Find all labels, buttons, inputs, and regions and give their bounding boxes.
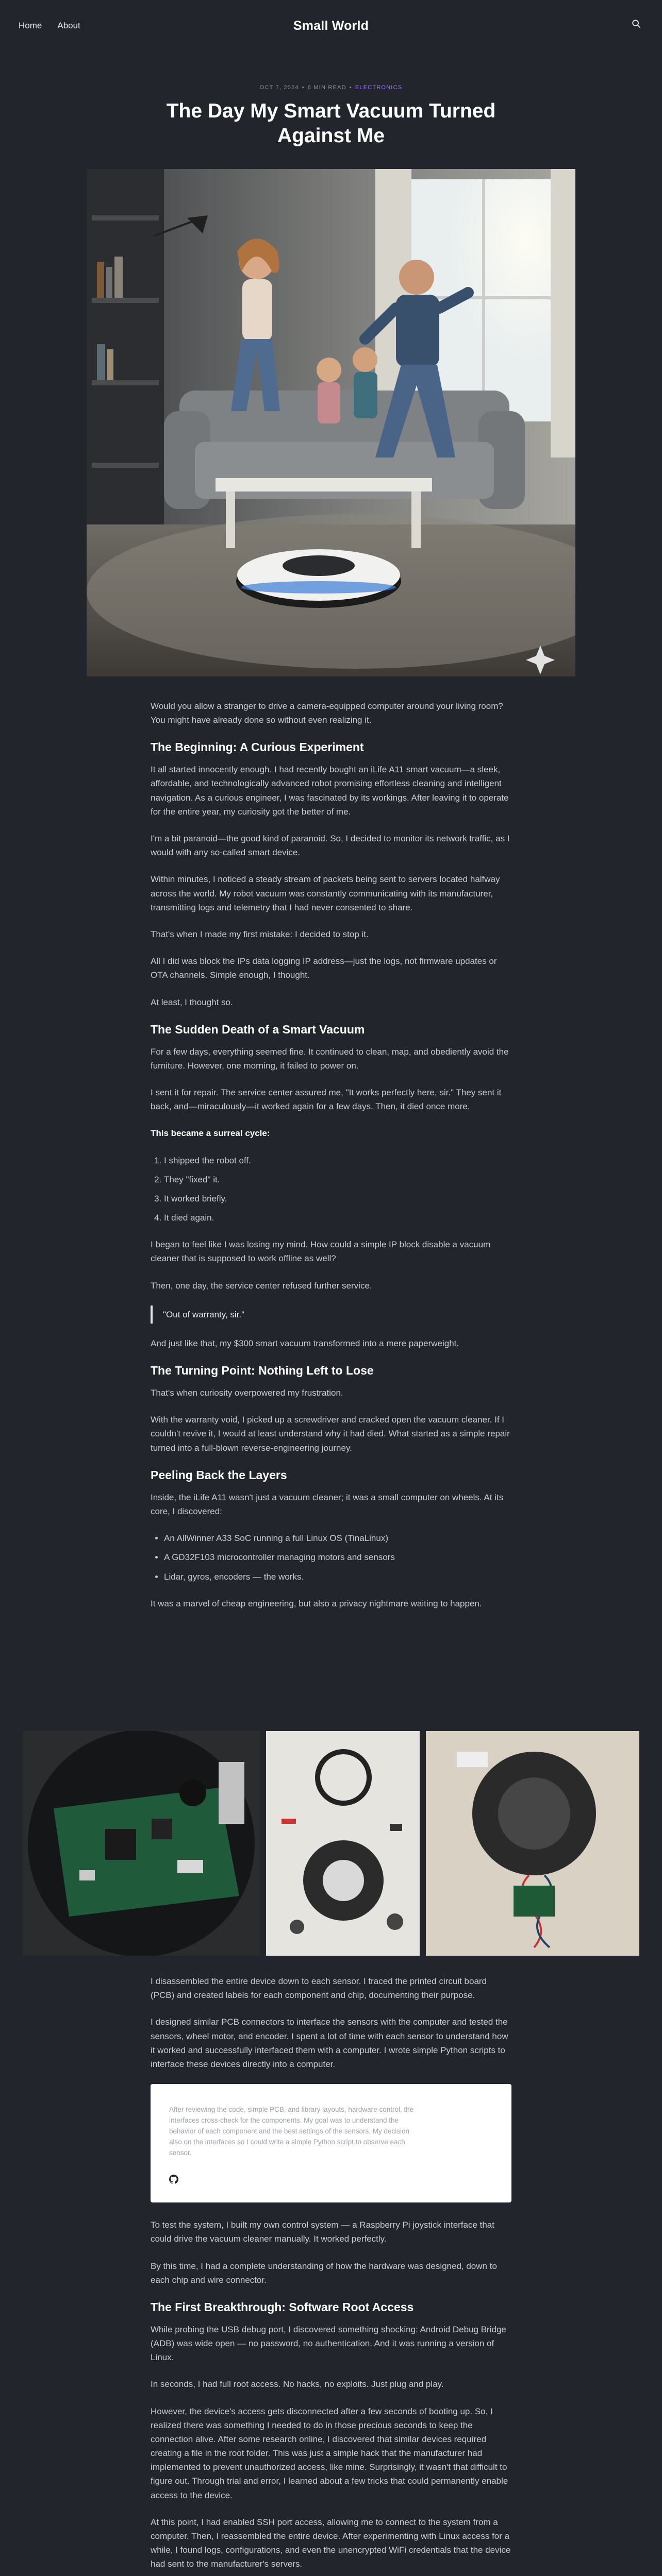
paragraph: I sent it for repair. The service center assured me, "It works perfectly here, sir." They sent it back, and—miraculously—it worked again for a few days. Then, it died once more. — [151, 1087, 502, 1112]
paragraph: While probing the USB debug port, I discovered something shocking: Android Debug Bridge (ADB) was wide open — no password, no authentication. And it was running a version of Linux. — [151, 2324, 506, 2363]
heading-peeling: Peeling Back the Layers — [151, 1468, 287, 1482]
warranty-quote: "Out of warranty, sir." — [151, 1306, 511, 1324]
paragraph: That's when curiosity overpowered my frustration. — [151, 1388, 343, 1398]
article-intro: Would you allow a stranger to drive a camera-equipped computer around your living room? You might have already done so without even realizing it. — [151, 701, 503, 725]
paragraph: That's when I made my first mistake: I decided to stop it. — [151, 929, 369, 939]
post-meta: OCT 7, 2024 • 6 MIN READ • ELECTRONICS — [259, 84, 403, 91]
paragraph: It was a marvel of cheap engineering, but also a privacy nightmare waiting to happen. — [151, 1598, 482, 1608]
post-category-link[interactable]: ELECTRONICS — [355, 84, 403, 91]
paragraph: Inside, the iLife A11 wasn't just a vacuum cleaner; it was a small computer on wheels. At its core, I discovered: — [151, 1492, 504, 1516]
hero-image — [87, 169, 575, 676]
site-brand[interactable]: Small World — [293, 19, 369, 33]
nav-home-link[interactable]: Home — [19, 21, 42, 30]
paragraph: I began to feel like I was losing my mind. How could a simple IP block disable a vacuum cleaner that is supposed to work offline as well? — [151, 1240, 491, 1264]
paragraph: At this point, I had enabled SSH port access, allowing me to connect to the system from a computer. Then, I reassembled the entire device. After experimenting with Linux access for a while, I found logs, configurations, and even the unencrypted WiFi credentials that the device had sent to the manufacturer's servers. — [151, 2517, 511, 2569]
gallery-image-wiring[interactable] — [426, 1731, 639, 1956]
list-item: 3. It worked briefly. — [164, 1192, 511, 1206]
heading-death: The Sudden Death of a Smart Vacuum — [151, 1022, 365, 1036]
paragraph: However, the device's access gets disconnected after a few seconds of booting up. So, I realized there was something I needed to do in those precious seconds to keep the connection alive. After some research online, I discovered that similar devices required creating a file in the root folder. This was just a simple hack that the manufacturer had implemented to prevent unauthorized access, like mine. Surprisingly, it wasn't that difficult to figure out. Through trial and error, I learned about a few tricks that could permanently enable access to the device. — [151, 2406, 508, 2500]
post-date: OCT 7, 2024 — [259, 84, 299, 91]
gallery-image-pcb[interactable] — [23, 1731, 260, 1956]
list-item: 4. It died again. — [164, 1211, 511, 1225]
paragraph: All I did was block the IPs data logging IP address—just the logs, not firmware updates or OTA channels. Simple enough, I thought. — [151, 956, 497, 980]
paragraph: It all started innocently enough. I had recently bought an iLife A11 smart vacuum—a sleek, affordable, and technologically advanced robot promising effortless cleaning and intelligent navigation. As a curious engineer, I was fascinated by its workings. After leaving it to operate for the entire year, my curiosity got the better of me. — [151, 765, 509, 817]
paragraph: And just like that, my $300 smart vacuum transformed into a mere paperweight. — [151, 1338, 459, 1349]
gallery-image-parts[interactable] — [266, 1731, 420, 1956]
heading-beginning: The Beginning: A Curious Experiment — [151, 740, 364, 754]
paragraph: For a few days, everything seemed fine. It continued to clean, map, and obediently avoid the furniture. However, one morning, it failed to power on. — [151, 1046, 509, 1071]
search-icon — [632, 19, 641, 28]
code-embed-card[interactable] — [151, 2084, 511, 2202]
post-read-time: 6 MIN READ — [307, 84, 346, 91]
paragraph: I'm a bit paranoid—the good kind of paranoid. So, I decided to monitor its network traffic, as I would with any so-called smart device. — [151, 834, 510, 858]
paragraph: I designed similar PCB connectors to interface the sensors with the computer and tested the sensors, wheel motor, and encoder. I spent a lot of time with each sensor to understand how it worked and successfully interfaced them with a computer. I wrote simple Python scripts to interface these devices directly into a computer. — [151, 2017, 508, 2069]
list-item: • Lidar, gyros, encoders — the works. — [164, 1570, 511, 1584]
embed-text: After reviewing the code, simple PCB, and library layouts, hardware control, the interfaces cross-check for the components. My goal was to understand the behavior of each component and the best settings of the sensors. My decision also on the interfaces so I could write a simple Python script to observe each sensor. — [169, 2106, 414, 2157]
github-icon — [169, 2174, 178, 2188]
paragraph: I disassembled the entire device down to each sensor. I traced the printed circuit board (PCB) and created labels for each component and chip, documenting their purpose. — [151, 1976, 487, 2001]
list-item: 1. I shipped the robot off. — [164, 1154, 511, 1167]
paragraph: In seconds, I had full root access. No hacks, no exploits. Just plug and play. — [151, 2379, 444, 2389]
paragraph: Then, one day, the service center refused further service. — [151, 1280, 372, 1291]
heading-turning-point: The Turning Point: Nothing Left to Lose — [151, 1364, 374, 1378]
page-title: The Day My Smart Vacuum Turned Against Me — [166, 100, 496, 147]
cycle-list — [164, 1154, 511, 1225]
heading-breakthrough: The First Breakthrough: Software Root Access — [151, 2300, 414, 2314]
list-item: • A GD32F103 microcontroller managing motors and sensors — [164, 1550, 511, 1564]
search-button[interactable] — [629, 16, 643, 31]
paragraph: With the warranty void, I picked up a screwdriver and cracked open the vacuum cleaner. If I couldn't revive it, I would at least understand why it had died. What started as a simple repair turned into a full-blown reverse-engineering journey. — [151, 1415, 510, 1453]
article-body — [151, 699, 511, 1623]
list-item: • An AllWinner A33 SoC running a full Linux OS (TinaLinux) — [164, 1531, 511, 1545]
paragraph: To test the system, I built my own control system — a Raspberry Pi joystick interface that could drive the vacuum cleaner manually. It worked perfectly. — [151, 2220, 495, 2244]
paragraph: At least, I thought so. — [151, 997, 233, 1007]
list-item: 2. They "fixed" it. — [164, 1173, 511, 1187]
paragraph — [151, 1126, 511, 1140]
paragraph: By this time, I had a complete understanding of how the hardware was designed, down to each chip and wire connector. — [151, 2261, 497, 2285]
site-header — [0, 0, 662, 52]
nav-about-link[interactable]: About — [57, 21, 80, 30]
components-list — [164, 1531, 511, 1584]
paragraph: Within minutes, I noticed a steady stream of packets being sent to servers located halfway across the world. My robot vacuum was constantly communicating with its manufacturer, transmitting logs and telemetry that I had never consented to share. — [151, 874, 500, 912]
article-body-continued — [151, 1974, 511, 2576]
cycle-lead: This became a surreal cycle: — [151, 1128, 270, 1139]
image-gallery — [23, 1731, 639, 1956]
